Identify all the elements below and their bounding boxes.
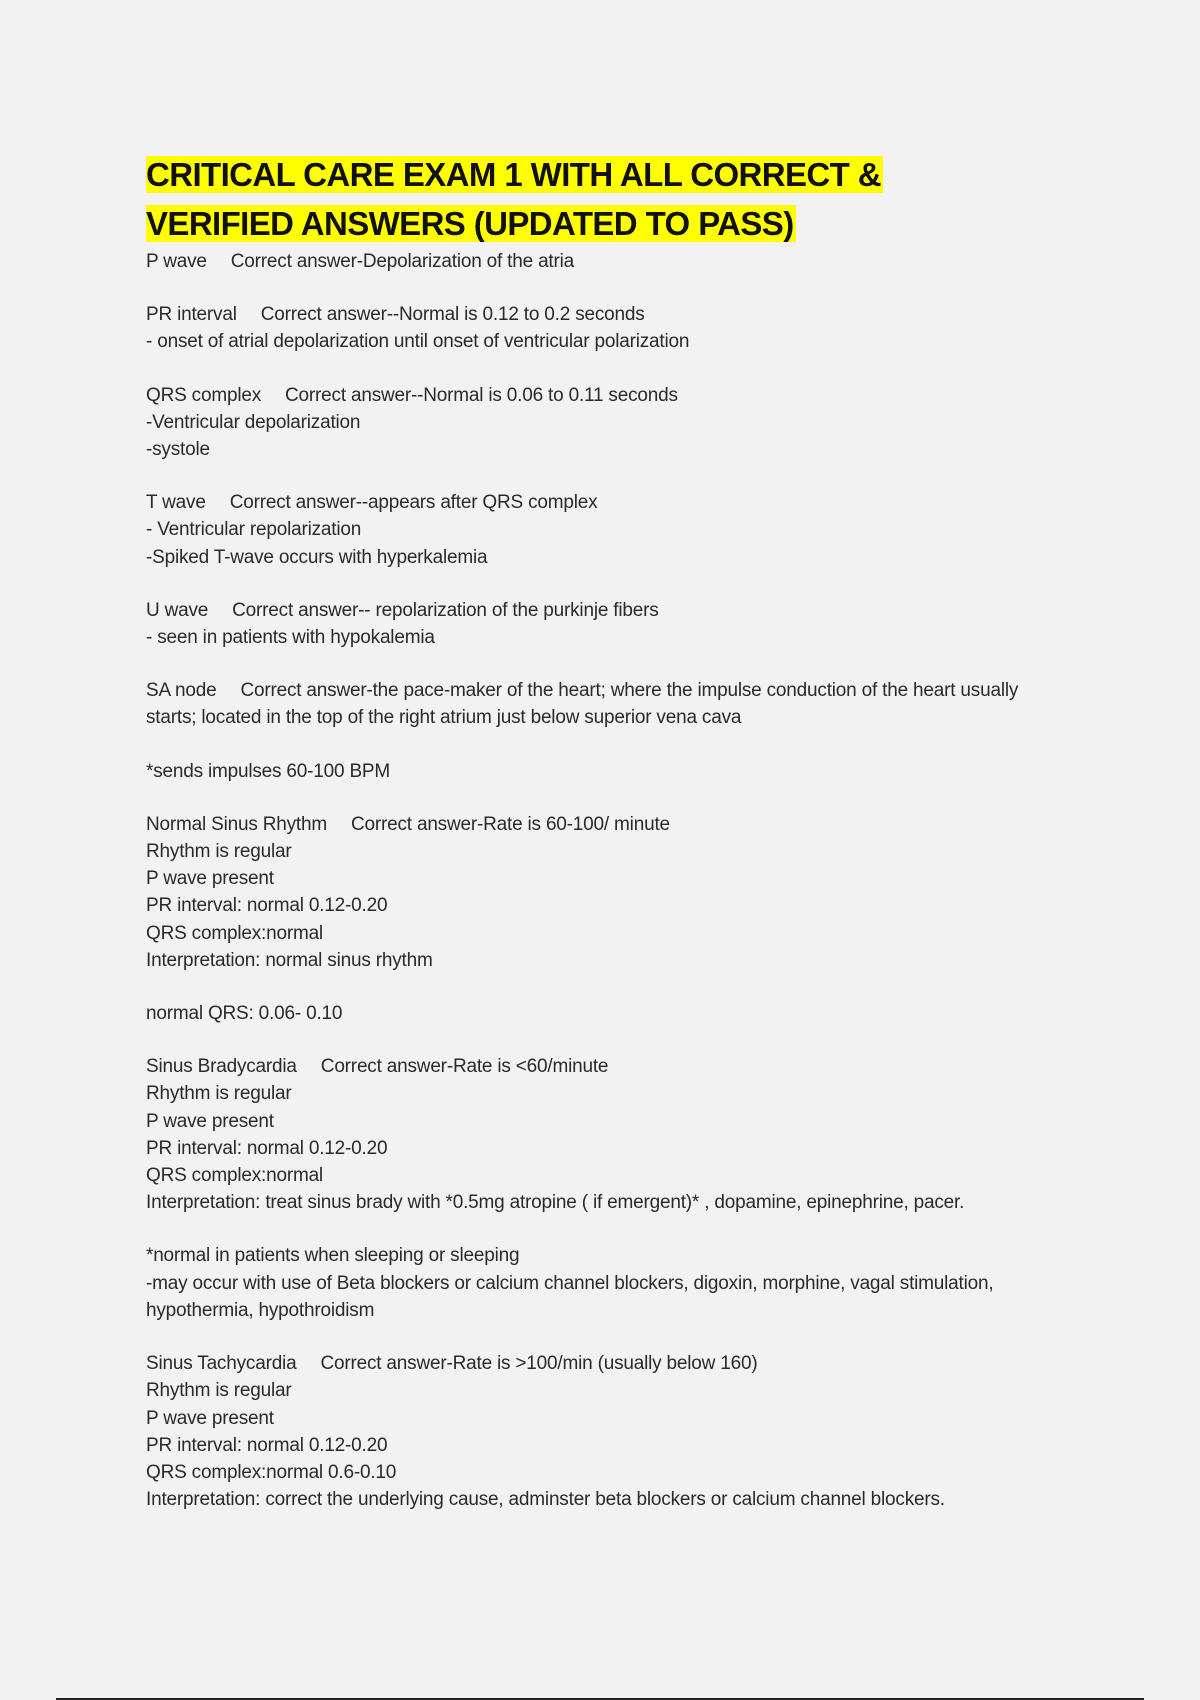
document-title	[146, 150, 1066, 248]
entry-question-line	[146, 301, 1066, 328]
entry-detail-line: - onset of atrial depolarization until onset of ventricular polarization	[146, 331, 690, 353]
entry-note-paragraph	[146, 1242, 1066, 1324]
flashcard-entry	[146, 489, 1066, 571]
entry-note-paragraph	[146, 758, 1066, 785]
entry-question-line	[146, 248, 1066, 275]
entry-term: QRS complex	[146, 384, 262, 406]
entry-term: P wave	[146, 251, 207, 272]
entry-detail-line: PR interval: normal 0.12-0.20	[146, 1434, 388, 1456]
entry-term: Sinus Bradycardia	[146, 1056, 297, 1078]
entry-question-line	[146, 489, 1066, 516]
entry-question-line	[146, 597, 1066, 624]
flashcard-entry	[146, 1350, 1066, 1513]
entry-answer: Correct answer-the pace-maker of the heart; where the impulse conduction of the heart usually starts; located in the top of the right atrium just below superior vena cava	[146, 680, 1024, 729]
entry-detail-line: PR interval: normal 0.12-0.20	[146, 895, 388, 917]
entry-answer: Correct answer-Rate is 60-100/ minute	[350, 813, 670, 835]
entry-term: Sinus Tachycardia	[146, 1353, 297, 1375]
flashcard-entry	[146, 1053, 1066, 1324]
entry-note-line: *normal in patients when sleeping or sleeping	[146, 1245, 520, 1267]
document-content	[146, 150, 1066, 1539]
entry-detail-line: PR interval: normal 0.12-0.20	[146, 1137, 388, 1159]
entry-question-line	[146, 1350, 1066, 1377]
entry-answer: Correct answer-- repolarization of the purkinje fibers	[232, 599, 659, 621]
entry-answer: Correct answer--Normal is 0.06 to 0.11 seconds	[285, 384, 678, 406]
entry-note-line: -may occur with use of Beta blockers or calcium channel blockers, digoxin, morphine, vagal stimulation, hypothermia, hypothroidism	[146, 1272, 999, 1321]
entry-detail-line: QRS complex:normal 0.6-0.10	[146, 1461, 397, 1483]
entry-detail-line: -systole	[146, 439, 210, 461]
entry-term: SA node	[146, 680, 217, 702]
entry-answer: Correct answer--appears after QRS complex	[229, 492, 598, 514]
entry-note-paragraph	[146, 1000, 1066, 1027]
flashcard-entry	[146, 301, 1066, 355]
entry-detail-line: Interpretation: normal sinus rhythm	[146, 949, 433, 971]
entry-answer: Correct answer-Rate is >100/min (usually below 160)	[320, 1353, 758, 1375]
flashcard-entry	[146, 382, 1066, 464]
entry-question-line	[146, 382, 1066, 409]
entry-term: PR interval	[146, 304, 237, 326]
entry-detail-line: Interpretation: treat sinus brady with *0.5mg atropine ( if emergent)* , dopamine, epinephrine, pacer.	[146, 1192, 965, 1214]
entry-detail-line: Rhythm is regular	[146, 841, 292, 863]
entry-detail-line: -Ventricular depolarization	[146, 411, 361, 433]
entry-detail-line: -Spiked T-wave occurs with hyperkalemia	[146, 546, 488, 568]
entry-answer: Correct answer--Normal is 0.12 to 0.2 seconds	[260, 304, 645, 326]
flashcard-list	[146, 248, 1066, 1513]
entry-detail-line: QRS complex:normal	[146, 1165, 323, 1187]
entry-question-line	[146, 677, 1066, 731]
flashcard-entry	[146, 248, 1066, 275]
flashcard-entry	[146, 811, 1066, 1027]
entry-term: U wave	[146, 599, 209, 621]
flashcard-entry	[146, 677, 1066, 785]
entry-note-line: *sends impulses 60-100 BPM	[146, 760, 391, 782]
entry-detail-line: P wave present	[146, 868, 274, 890]
entry-question-line	[146, 811, 1066, 838]
entry-note-line: normal QRS: 0.06- 0.10	[146, 1003, 343, 1025]
entry-detail-line: QRS complex:normal	[146, 922, 323, 944]
entry-detail-line: - seen in patients with hypokalemia	[146, 627, 435, 649]
entry-detail-line: Rhythm is regular	[146, 1083, 292, 1105]
entry-term: Normal Sinus Rhythm	[146, 813, 327, 835]
entry-detail-line: P wave present	[146, 1110, 274, 1132]
entry-answer: Correct answer-Depolarization of the atria	[230, 251, 575, 272]
entry-detail-line: - Ventricular repolarization	[146, 519, 362, 541]
flashcard-entry	[146, 597, 1066, 651]
title-line: VERIFIED ANSWERS (UPDATED TO PASS)	[146, 205, 794, 242]
title-line: CRITICAL CARE EXAM 1 WITH ALL CORRECT &	[146, 156, 881, 193]
entry-detail-line: P wave present	[146, 1407, 274, 1429]
entry-detail-line: Interpretation: correct the underlying cause, adminster beta blockers or calcium channel blockers.	[146, 1489, 945, 1511]
entry-question-line	[146, 1053, 1066, 1080]
entry-detail-line: Rhythm is regular	[146, 1380, 292, 1402]
entry-answer: Correct answer-Rate is <60/minute	[320, 1056, 609, 1078]
entry-term: T wave	[146, 492, 206, 514]
